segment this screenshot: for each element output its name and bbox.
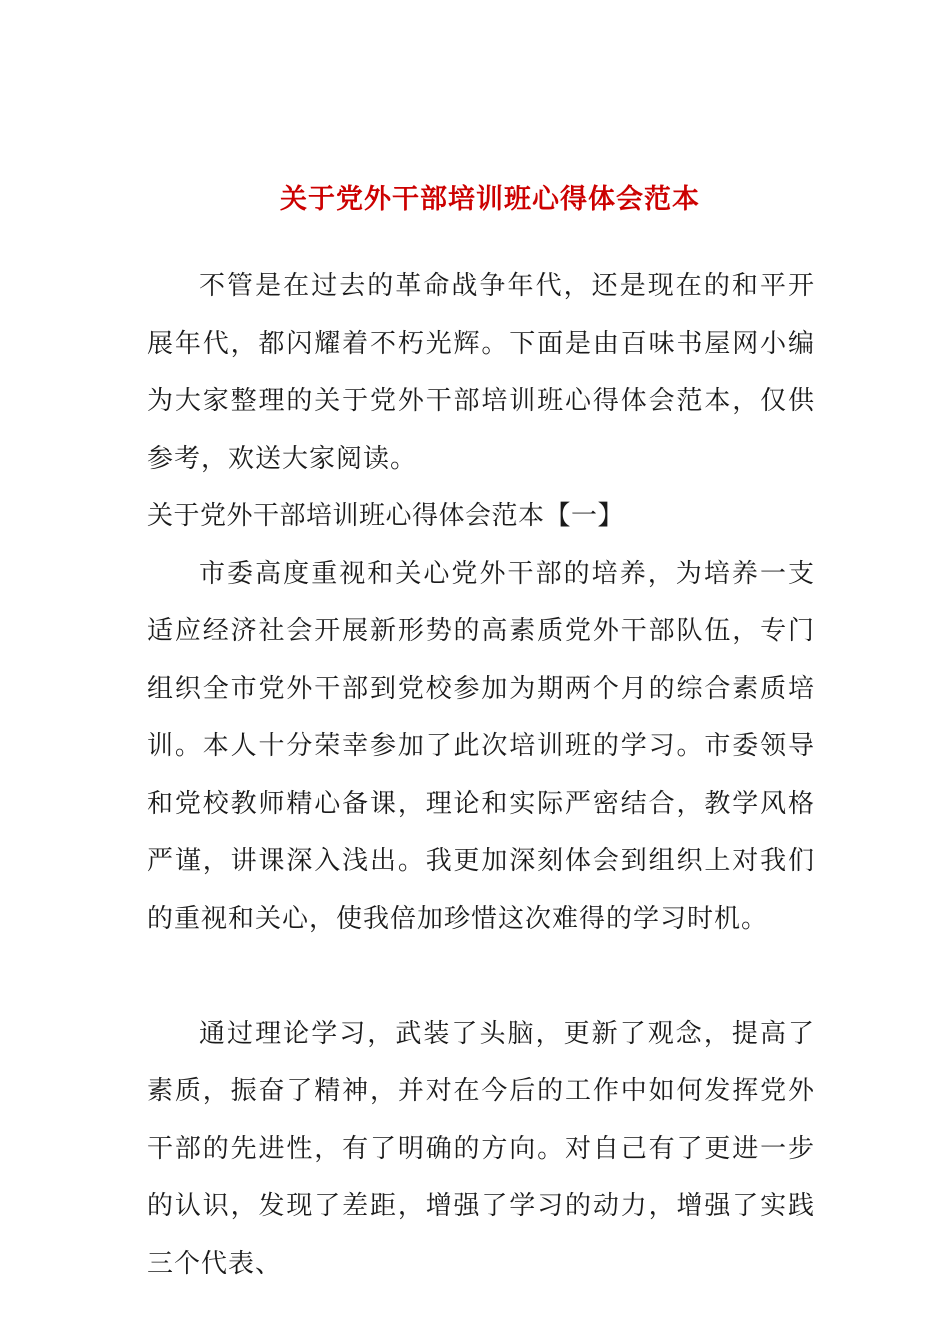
body-paragraph-1: 市委高度重视和关心党外干部的培养，为培养一支适应经济社会开展新形势的高素质党外干部队伍，专门组织全市党外干部到党校参加为期两个月的综合素质培训。本人十分荣幸参加了此次培训班的学习。市委领导和党校教师精心备课，理论和实际严密结合，教学风格严谨，讲课深入浅出。我更加深刻体会到组织上对我们的重视和关心，使我倍加珍惜这次难得的学习时机。 [147, 558, 815, 934]
body-paragraph-2: 通过理论学习，武装了头脑，更新了观念，提高了素质，振奋了精神，并对在今后的工作中如何发挥党外干部的先进性，有了明确的方向。对自己有了更进一步的认识，发现了差距，增强了学习的动力，增强了实践三个代表、 [147, 1018, 815, 1279]
paragraph-spacer [147, 948, 815, 1006]
section-heading: 关于党外干部培训班心得体会范本【一】 [147, 501, 625, 531]
document-title: 关于党外干部培训班心得体会范本 [280, 184, 700, 215]
document-body [147, 258, 815, 1293]
intro-paragraph: 不管是在过去的革命战争年代，还是现在的和平开展年代，都闪耀着不朽光辉。下面是由百味书屋网小编为大家整理的关于党外干部培训班心得体会范本，仅供参考，欢送大家阅读。 [147, 271, 815, 474]
